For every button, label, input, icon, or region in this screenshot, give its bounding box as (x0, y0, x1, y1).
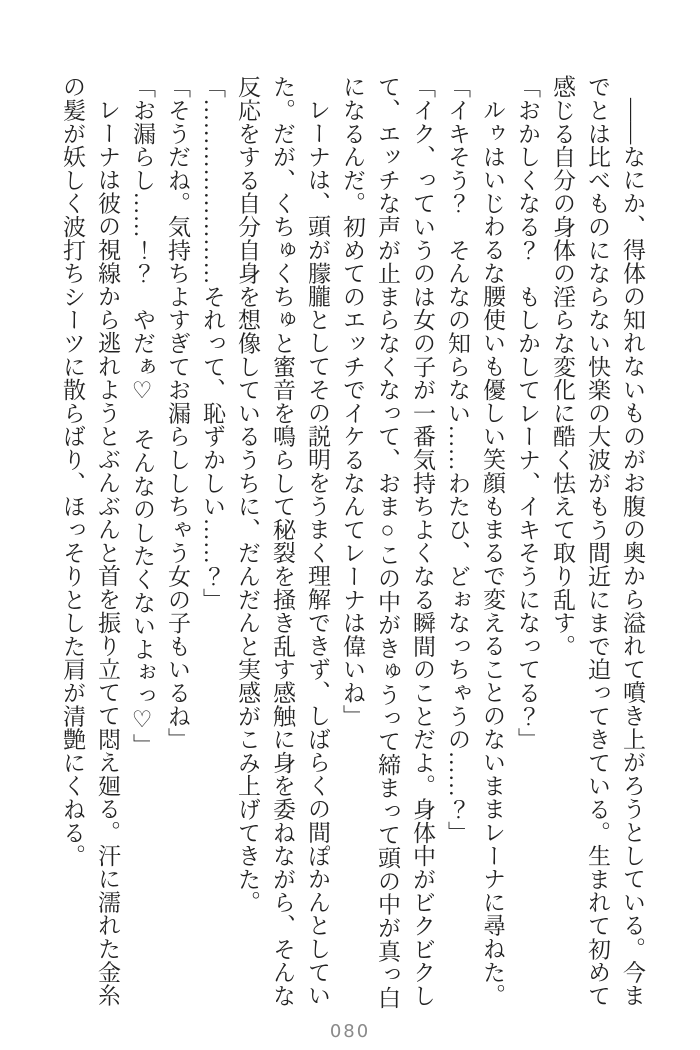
page-number: 080 (329, 1021, 371, 1042)
paragraph: 「イク、っていうのは女の子が一番気持ちよくなる瞬間のことだよ。身体中がビクビクして、エッチな声が止まらなくなって、おま○この中がきゅうって締まって頭の中が真っ白になるんだ。初めてのエッチでイケるなんてレーナは偉いね」 (340, 75, 435, 1009)
paragraph: レーナは彼の視線から逃れようとぶんぶんと首を振り立てて悶え廻る。汗に濡れた金糸の髪が妖しく波打ちシーツに散らばり、ほっそりとした肩が清艶にくねる。 (60, 75, 120, 1007)
paragraph: 「おかしくなる？ もしかしてレーナ、イキそうになってる？」 (515, 75, 540, 751)
paragraph: ——なにか、得体の知れないものがお腹の奥から溢れて噴き上がろうとしている。今までとは比べものにならない快楽の大波がもう間近にまで迫ってきている。生まれて初めて感じる自分の身体の淫らな変化に酷く怯えて取り乱す。 (550, 75, 645, 1007)
paragraph: 「お漏らし……！？ やだぁ♡ そんなのしたくないよぉっ♡」 (130, 75, 155, 757)
paragraph: 「そうだね。気持ちよすぎてお漏らししちゃう女の子もいるね」 (165, 75, 190, 751)
paragraph: 「……………………それって、恥ずかしい……？」 (200, 75, 225, 611)
paragraph: ルゥはいじわるな腰使いも優しい笑顔もまるで変えることのないままレーナに尋ねた。 (480, 98, 505, 1007)
body-text (50, 75, 650, 1013)
paragraph: 「イキそう？ そんなの知らない……わたひ、どぉなっちゃうの……？」 (445, 75, 470, 844)
paragraph: レーナは、頭が朦朧としてその説明をうまく理解できず、しばらくの間ぽかんとしていた。だが、くちゅくちゅと蜜音を鳴らして秘裂を掻き乱す感触に身を委ねながら、そんな反応をする自分自身を想像しているうちに、だんだんと実感がこみ上げてきた。 (235, 75, 330, 1007)
